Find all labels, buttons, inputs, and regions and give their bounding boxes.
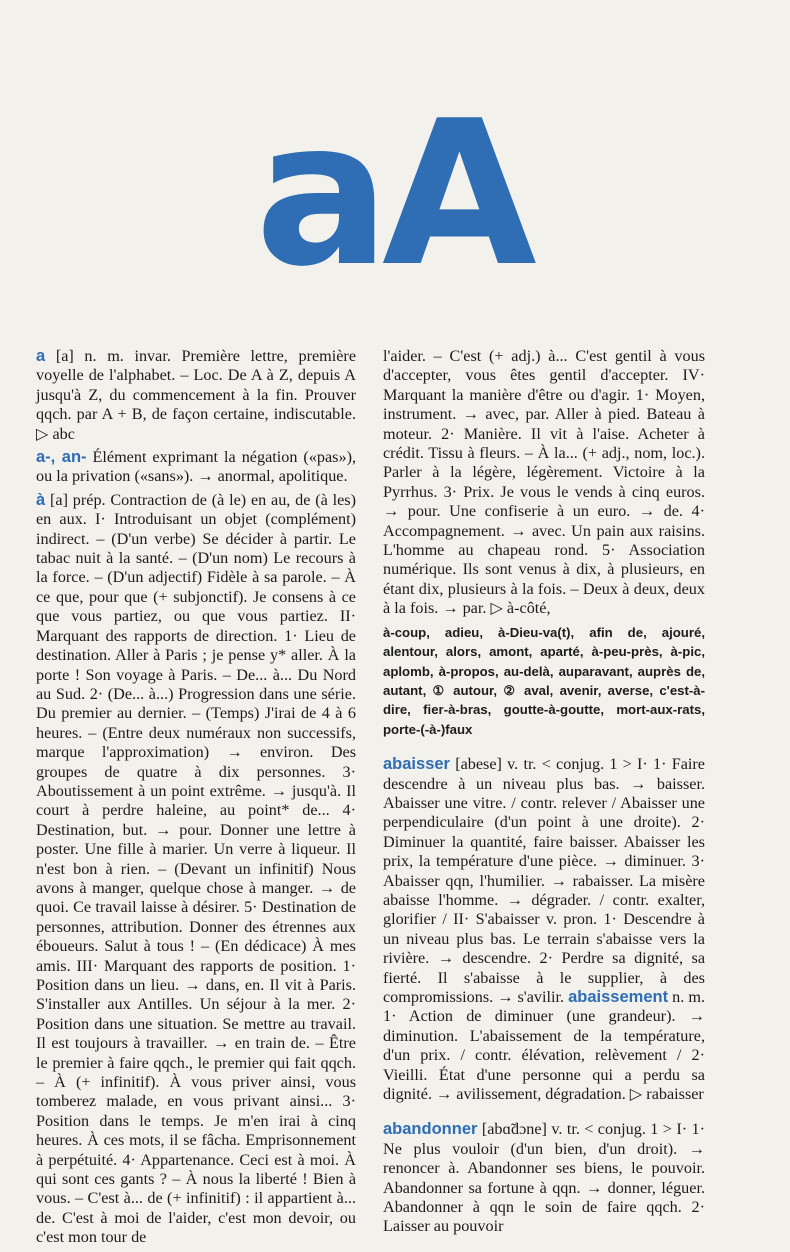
headword: a-, an- — [36, 448, 87, 467]
left-column — [36, 347, 356, 1252]
entry-text: [abɑ̃dɔne] v. tr. < conjug. 1 > I· 1· Ne plus vouloir (d'un bien, d'un droit). → renoncer à. Abandonner ses biens, le pouvoir. Abandonner sa fortune à qqn. → donner, léguer. Abandonner à qqn le soin de faire qqch. 2· Laisser au pouvoir — [383, 1120, 705, 1236]
entry-text: Élément exprimant la négation («pas»), ou la privation («sans»). → anormal, apolitique. — [36, 448, 357, 486]
entry-text: [a] n. m. invar. Première lettre, première voyelle de l'alphabet. – Loc. De A à Z, depuis A jusqu'à Z, du commencement à la fin. Prouver qqch. par A + B, de façon certaine, indiscutable. ▷ abc — [36, 347, 357, 443]
headword: abandonner — [383, 1120, 478, 1139]
hero-letters: aA — [255, 78, 529, 311]
headword: a — [36, 347, 46, 365]
entry-a — [36, 347, 356, 444]
entry-a-preposition — [36, 491, 356, 1248]
derived-text: n. m. 1· Action de diminuer (une grandeur). → diminution. L'abaissement de la température, d'un prix. / contr. élévation, relèvement / 2· Vieilli. État d'une personne qui a perdu sa dignité. → avilissement, dégradation. ▷ rabaisser — [383, 988, 706, 1104]
entry-abandonner — [383, 1120, 705, 1236]
entry-a-an — [36, 448, 356, 487]
entry-text: l'aider. – C'est (+ adj.) à... C'est gentil à vous d'accepter, vous êtes gentil d'accepter. IV· Marquant la manière d'être ou d'agir. 1· Moyen, instrument. → avec, par. Aller à pied. Bateau à moteur. 2· Manière. Il vit à l'aise. Acheter à crédit. Tissu à fleurs. – À la... (+ adj., nom, loc.). Parler à la légère, légèrement. Victoire à la Pyrrhus. 3· Prix. Je vous le vends à cinq euros. → pour. Une confiserie à un euro. → de. 4· Accompagnement. → avec. Un pain aux raisins. L'homme au chapeau rond. 5· Association numérique. Ils sont venus à dix, à plusieurs, en étant dix, plusieurs à la fois. – Deux à deux, deux à la fois. → par. ▷ à-côté, — [383, 347, 705, 618]
entry-abaisser — [383, 755, 705, 1104]
entry-text: [a] prép. Contraction de (à le) en au, de (à les) en aux. I· Introduisant un objet (complément) indirect. – (D'un verbe) Se décider à partir. Le tabac nuit à la santé. – (D'un nom) Le recours à la force. – (D'un adjectif) Fidèle à sa parole. – À ce que, pour que (+ subjonctif). Je consens à ce que vous partiez, ou que vous partiez. II· Marquant des rapports de direction. 1· Lieu de destination. Aller à Paris ; je pense y* aller. À la porte ! Son voyage à Paris. – De... à... Du Nord au Sud. 2· (De... à...) Progression dans une série. Du premier au dernier. – (Temps) J'irai de 4 à 6 heures. – (Entre deux numéraux non successifs, marque l'approximation) → environ. Des groupes de quatre à dix personnes. 3· Aboutissement à un point extrême. → jusqu'à. Il court à perdre haleine, au point* de... 4· Destination, but. → pour. Donner une lettre à poster. Une fille à marier. Un verre à liqueur. Il n'est bon à rien. – (Devant un infinitif) Nous avons à manger, quelque chose à manger. → de quoi. Ce travail laisse à désirer. 5· Destination de personnes, attribution. Donner des étrennes aux éboueurs. Salut à tous ! – (En dédicace) À mes amis. III· Marquant des rapports de position. 1· Position dans un lieu. → dans, en. Il vit à Paris. S'installer aux Antilles. Un séjour à la mer. 2· Position dans une situation. Se mettre au travail. Il est toujours à travailler. → en train de. – Être le premier à faire qqch., le premier qui fait qqch. – À (+ infinitif). À vous priver ainsi, vous tomberez malade, en vous privant ainsi... 3· Position dans le temps. Je m'en irai à cinq heures. À ces mots, il se fâcha. Emprisonnement à perpétuité. 4· Appartenance. Ceci est à moi. À qui sont ces gants ? – À nous la liberté ! Bien à vous. – C'est à... de (+ infinitif) : il appartient à... de. C'est à moi de l'aider, c'est mon devoir, ou c'est mon tour de — [36, 490, 356, 1247]
headword: à — [36, 490, 46, 509]
entry-text: [abese] v. tr. < conjug. 1 > I· 1· Faire descendre à un niveau plus bas. → baisser. Abaisser une vitre. / contr. relever / Abaisser une perpendiculaire (d'un point à une droite). 2· Diminuer la quantité, faire baisser. Abaisser les prix, la température d'une pièce. → diminuer. 3· Abaisser qqn, l'humilier. → rabaisser. La misère abaisse l'homme. → dégrader. / contr. exalter, glorifier / II· S'abaisser v. pron. 1· Descendre à un niveau plus bas. Le terrain s'abaisse vers la rivière. → descendre. 2· Perdre sa dignité, sa fierté. Il s'abaisse à le supplier, à des compromissions. → s'avilir. — [383, 755, 705, 1006]
headword: abaisser — [383, 755, 450, 774]
derived-headword: abaissement — [568, 988, 669, 1006]
entry-a-continuation — [383, 347, 705, 619]
bleed-through-margin — [742, 660, 790, 1110]
compound-list: à-coup, adieu, à-Dieu-va(t), afin de, ajouré, alentour, alors, amont, aparté, à-peu-près, à-pic, aplomb, à-propos, au-delà, auparavant, auprès de, autant, ① autour, ② aval, avenir, averse, c'est-à-dire, fier-à-bras, goutte-à-goutte, mort-aux-rats, porte-(-à-)faux — [383, 624, 705, 737]
right-column — [383, 347, 705, 1241]
